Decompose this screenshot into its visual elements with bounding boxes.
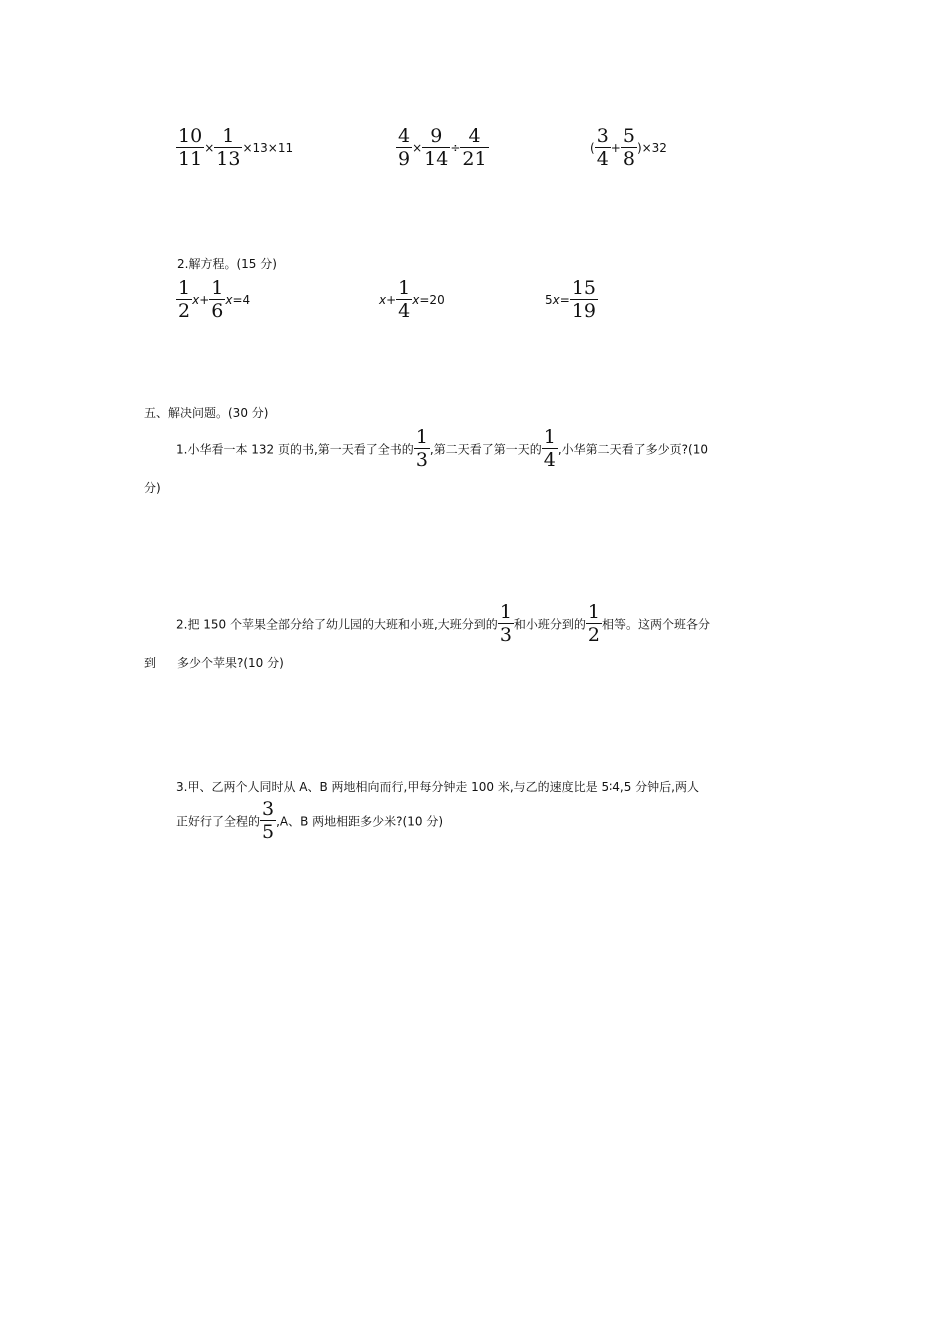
fraction: $\frac{15}{19}$: [571, 277, 596, 322]
fraction: $\frac{3}{4}$: [596, 125, 609, 170]
equation-1: $\frac{1}{2}$ x+ $\frac{1}{6}$ x=4: [178, 277, 251, 322]
equations-heading: 2.解方程。(15 分): [177, 257, 277, 271]
fraction: $\frac{1}{3}$: [415, 426, 428, 471]
fraction: $\frac{5}{8}$: [622, 125, 635, 170]
problem-2-line-2b: 多少个苹果?(10 分): [177, 656, 284, 670]
problem-2-line-1: 2.把 150 个苹果全部分给了幼儿园的大班和小班,大班分到的 $\frac{1}{3}$ 和小班分到的 $\frac{1}{2}$ 相等。这两个班各分: [176, 601, 711, 646]
problem-3-line-2: 正好行了全程的 $\frac{3}{5}$ ,A、B 两地相距多少米?(10 分): [176, 798, 443, 843]
equation-3: 5x= $\frac{15}{19}$: [545, 277, 596, 322]
fraction: $\frac{1}{3}$: [499, 601, 512, 646]
fraction: $\frac{1}{2}$: [178, 277, 191, 322]
fraction: $\frac{4}{21}$: [462, 125, 487, 170]
calc-expression-2: $\frac{4}{9}$ × $\frac{9}{14}$ ÷ $\frac{4}{21}$: [398, 125, 487, 170]
fraction: $\frac{1}{13}$: [216, 125, 241, 170]
fraction: $\frac{10}{11}$: [178, 125, 203, 170]
fraction: $\frac{1}{2}$: [587, 601, 601, 646]
fraction: $\frac{9}{14}$: [424, 125, 449, 170]
fraction: $\frac{1}{4}$: [398, 277, 411, 322]
problem-3-line-1: 3.甲、乙两个人同时从 A、B 两地相向而行,甲每分钟走 100 米,与乙的速度比是 5∶4,5 分钟后,两人: [176, 780, 699, 794]
fraction: $\frac{1}{6}$: [211, 277, 224, 322]
fraction: $\frac{4}{9}$: [398, 125, 411, 170]
calc-expression-1: $\frac{10}{11}$ × $\frac{1}{13}$ ×13×11: [178, 125, 294, 170]
fraction: $\frac{3}{5}$: [262, 798, 275, 843]
problem-1-line-2: 分): [144, 481, 161, 495]
problem-2-line-2a: 到: [144, 656, 157, 670]
section5-heading: 五、解决问题。(30 分): [144, 406, 269, 420]
calc-expression-3: ( $\frac{3}{4}$ + $\frac{5}{8}$ )×32: [590, 125, 667, 170]
equation-2: x+ $\frac{1}{4}$ x=20: [379, 277, 445, 322]
problem-1-line-1: 1.小华看一本 132 页的书,第一天看了全书的 $\frac{1}{3}$ ,第二天看了第一天的 $\frac{1}{4}$ ,小华第二天看了多少页?(10: [176, 426, 708, 471]
fraction: $\frac{1}{4}$: [543, 426, 556, 471]
